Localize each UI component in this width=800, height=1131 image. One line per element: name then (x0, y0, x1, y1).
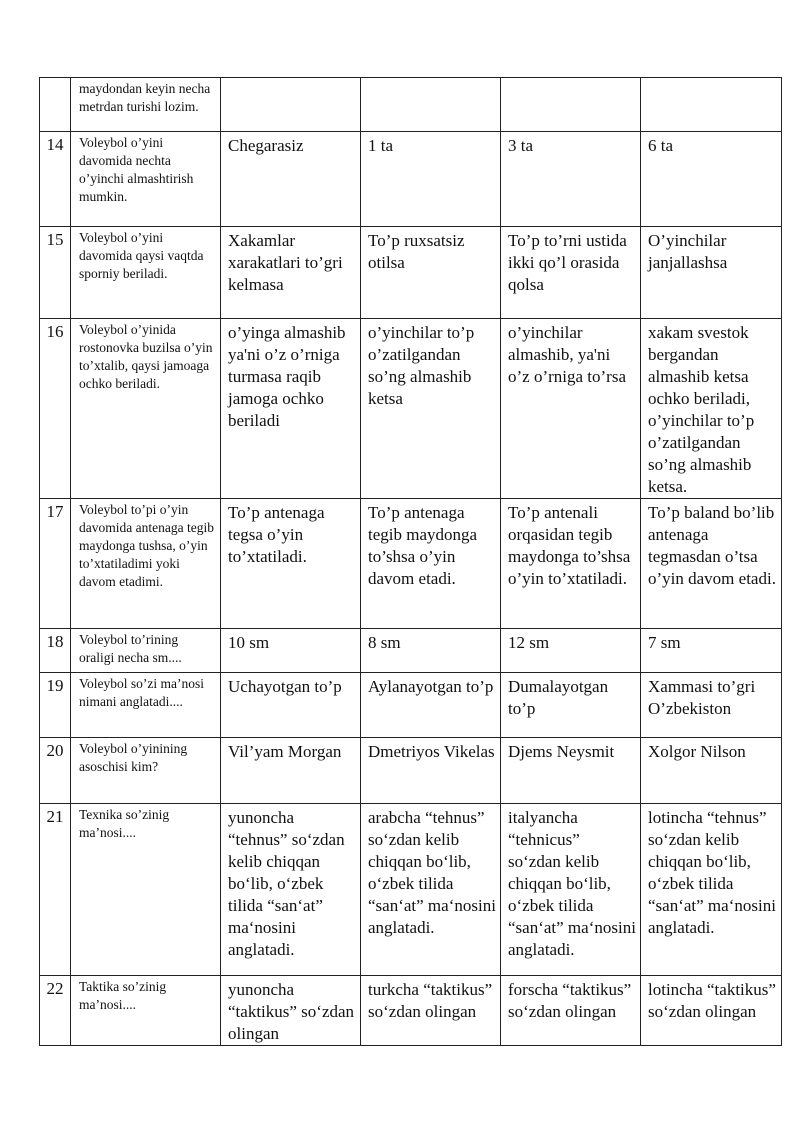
table-row (40, 629, 782, 673)
question-text: Texnika so’zinig ma’nosi.... (71, 804, 221, 976)
answer-option-d: Xolgor Nilson (641, 738, 782, 804)
answer-option-d: lotincha “tehnus” so‘zdan kelib chiqqan bo‘lib, o‘zbek tilida “san‘at” ma‘nosini anglatadi. (641, 804, 782, 976)
answer-option-c: Dumalayotgan to’p (501, 673, 641, 738)
question-number: 18 (40, 629, 71, 673)
table-row (40, 499, 782, 629)
answer-option-c: Djems Neysmit (501, 738, 641, 804)
question-text: Voleybol o’yini davomida nechta o’yinchi almashtirish mumkin. (71, 132, 221, 227)
question-text: Voleybol o’yinining asoschisi kim? (71, 738, 221, 804)
answer-option-d: To’p baland bo’lib antenaga tegmasdan o’tsa o’yin davom etadi. (641, 499, 782, 629)
answer-option-a: Uchayotgan to’p (221, 673, 361, 738)
table-row (40, 673, 782, 738)
answer-option-b: turkcha “taktikus” so‘zdan olingan (361, 976, 501, 1046)
answer-option-b: To’p antenaga tegib maydonga to’shsa o’yin davom etadi. (361, 499, 501, 629)
answer-option-c: To’p to’rni ustida ikki qo’l orasida qolsa (501, 227, 641, 319)
answer-option-c: To’p antenali orqasidan tegib maydonga to’shsa o’yin to’xtatiladi. (501, 499, 641, 629)
table-row (40, 738, 782, 804)
question-number: 21 (40, 804, 71, 976)
answer-option-a: yunoncha “tehnus” so‘zdan kelib chiqqan bo‘lib, o‘zbek tilida “san‘at” ma‘nosini anglatadi. (221, 804, 361, 976)
question-text: Voleybol so’zi ma’nosi nimani anglatadi.... (71, 673, 221, 738)
question-number: 19 (40, 673, 71, 738)
answer-option-b: arabcha “tehnus” so‘zdan kelib chiqqan bo‘lib, o‘zbek tilida “san‘at” ma‘nosini anglatadi. (361, 804, 501, 976)
answer-option-a: 10 sm (221, 629, 361, 673)
table-row (40, 227, 782, 319)
answer-option-d (641, 78, 782, 132)
answer-option-b: Aylanayotgan to’p (361, 673, 501, 738)
question-number: 15 (40, 227, 71, 319)
answer-option-c: italyancha “tehnicus” so‘zdan kelib chiqqan bo‘lib, o‘zbek tilida “san‘at” ma‘nosini anglatadi. (501, 804, 641, 976)
answer-option-a: Vil’yam Morgan (221, 738, 361, 804)
question-text: Voleybol o’yinida rostonovka buzilsa o’yin to’xtalib, qaysi jamoaga ochko beriladi. (71, 319, 221, 499)
answer-option-b: 8 sm (361, 629, 501, 673)
answer-option-b: Dmetriyos Vikelas (361, 738, 501, 804)
table-row (40, 132, 782, 227)
answer-option-d: lotincha “taktikus” so‘zdan olingan (641, 976, 782, 1046)
answer-option-c: 3 ta (501, 132, 641, 227)
answer-option-a: Chegarasiz (221, 132, 361, 227)
answer-option-a: yunoncha “taktikus” so‘zdan olingan (221, 976, 361, 1046)
answer-option-a: o’yinga almashib ya'ni o’z o’rniga turmasa raqib jamoga ochko beriladi (221, 319, 361, 499)
question-text: Voleybol to’rining oraligi necha sm.... (71, 629, 221, 673)
question-text: Voleybol o’yini davomida qaysi vaqtda sporniy beriladi. (71, 227, 221, 319)
answer-option-c: o’yinchilar almashib, ya'ni o’z o’rniga to’rsa (501, 319, 641, 499)
question-number: 16 (40, 319, 71, 499)
quiz-table-body (40, 78, 782, 1046)
question-number: 20 (40, 738, 71, 804)
table-row (40, 804, 782, 976)
question-number: 22 (40, 976, 71, 1046)
answer-option-d: 6 ta (641, 132, 782, 227)
question-text: Voleybol to’pi o’yin davomida antenaga tegib maydonga tushsa, o’yin to’xtatiladimi yoki davom etadimi. (71, 499, 221, 629)
answer-option-a (221, 78, 361, 132)
answer-option-a: Xakamlar xarakatlari to’gri kelmasa (221, 227, 361, 319)
answer-option-c (501, 78, 641, 132)
question-number: 14 (40, 132, 71, 227)
quiz-table (39, 77, 782, 1046)
answer-option-a: To’p antenaga tegsa o’yin to’xtatiladi. (221, 499, 361, 629)
answer-option-c: forscha “taktikus” so‘zdan olingan (501, 976, 641, 1046)
question-text: Taktika so’zinig ma’nosi.... (71, 976, 221, 1046)
question-number (40, 78, 71, 132)
question-text: maydondan keyin necha metrdan turishi lozim. (71, 78, 221, 132)
table-row (40, 319, 782, 499)
answer-option-d: O’yinchilar janjallashsa (641, 227, 782, 319)
table-row (40, 78, 782, 132)
answer-option-d: 7 sm (641, 629, 782, 673)
answer-option-b: o’yinchilar to’p o’zatilgandan so’ng almashib ketsa (361, 319, 501, 499)
question-number: 17 (40, 499, 71, 629)
answer-option-b (361, 78, 501, 132)
table-row (40, 976, 782, 1046)
answer-option-d: Xammasi to’gri O’zbekiston (641, 673, 782, 738)
answer-option-d: xakam svestok bergandan almashib ketsa ochko beriladi, o’yinchilar to’p o’zatilgandan so’ng almashib ketsa. (641, 319, 782, 499)
answer-option-b: 1 ta (361, 132, 501, 227)
answer-option-c: 12 sm (501, 629, 641, 673)
answer-option-b: To’p ruxsatsiz otilsa (361, 227, 501, 319)
